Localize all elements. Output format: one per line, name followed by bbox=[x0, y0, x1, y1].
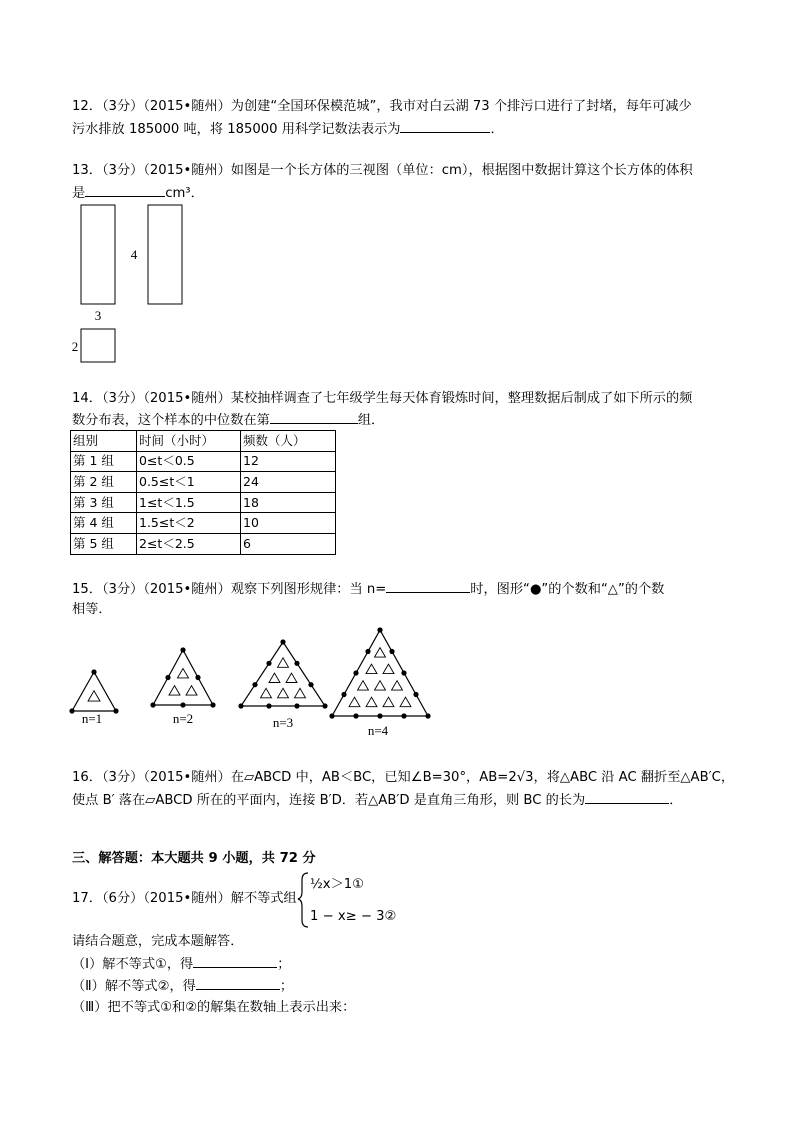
q13-unit: cm³． bbox=[165, 186, 204, 201]
label-n4: n=4 bbox=[367, 723, 389, 738]
q17-intro: 17．（6分）（2015•随州）解不等式组 bbox=[72, 891, 297, 906]
step2-semicolon: ； bbox=[279, 979, 293, 994]
cell-count: 6 bbox=[241, 533, 336, 554]
step1-semicolon: ； bbox=[277, 957, 291, 972]
q12-end: ． bbox=[490, 122, 504, 137]
label-height: 4 bbox=[130, 247, 138, 262]
q16-text: 使点 B′ 落在▱ABCD 所在的平面内，连接 B′D．若△AB′D 是直角三角形，则 BC 的长为 bbox=[72, 793, 586, 808]
label-width: 3 bbox=[94, 308, 102, 323]
q17-step1 bbox=[72, 953, 290, 976]
q16-line1: 16．（3分）（2015•随州）在▱ABCD 中，AB＜BC，已知∠B=30°，AB=2√3，将△ABC 沿 AC 翻折至△AB′C， bbox=[72, 770, 735, 785]
inequality-1: ½x＞1① bbox=[310, 877, 364, 892]
label-n3: n=3 bbox=[272, 715, 294, 730]
q17-step2 bbox=[72, 975, 293, 998]
q12-text: 污水排放 185000 吨，将 185000 用科学记数法表示为 bbox=[72, 122, 401, 137]
cell-count: 10 bbox=[241, 513, 336, 534]
cell-count: 12 bbox=[241, 451, 336, 472]
step1-text: （Ⅰ）解不等式①，得 bbox=[72, 957, 194, 972]
cell-count: 18 bbox=[241, 492, 336, 513]
q15-text-b: 时，图形“●”的个数和“△”的个数 bbox=[470, 582, 665, 597]
label-n2: n=2 bbox=[172, 711, 194, 726]
cell-time: 1≤t＜1.5 bbox=[137, 492, 241, 513]
q17-step3: （Ⅲ）把不等式①和②的解集在数轴上表示出来： bbox=[72, 1000, 356, 1015]
cell-group: 第 5 组 bbox=[71, 533, 137, 554]
step1-answer-blank[interactable] bbox=[193, 953, 277, 968]
q13-line1: 13．（3分）（2015•随州）如图是一个长方体的三视图（单位：cm），根据图中数据计算这个长方体的体积 bbox=[72, 163, 693, 178]
q13-text: 是 bbox=[72, 186, 86, 201]
q14-line1: 14．（3分）（2015•随州）某校抽样调查了七年级学生每天体育锻炼时间，整理数据后制成了如下所示的频 bbox=[72, 391, 693, 406]
cell-time: 0≤t＜0.5 bbox=[137, 451, 241, 472]
cell-group: 第 3 组 bbox=[71, 492, 137, 513]
label-depth: 2 bbox=[71, 339, 79, 354]
cell-time: 1.5≤t＜2 bbox=[137, 513, 241, 534]
cell-group: 第 1 组 bbox=[71, 451, 137, 472]
header-count: 频数（人） bbox=[241, 431, 336, 452]
step2-answer-blank[interactable] bbox=[196, 975, 280, 990]
q12-line1: 12．（3分）（2015•随州）为创建“全国环保模范城”，我市对白云湖 73 个排污口进行了封堵，每年可减少 bbox=[72, 99, 692, 114]
header-time: 时间（小时） bbox=[137, 431, 241, 452]
cell-time: 2≤t＜2.5 bbox=[137, 533, 241, 554]
cell-group: 第 4 组 bbox=[71, 513, 137, 534]
cell-time: 0.5≤t＜1 bbox=[137, 472, 241, 493]
q17-instruction: 请结合题意，完成本题解答． bbox=[72, 934, 244, 949]
q15-line2: 相等． bbox=[72, 602, 112, 617]
inequality-2: 1 − x≥ − 3② bbox=[310, 909, 397, 924]
cell-group: 第 2 组 bbox=[71, 472, 137, 493]
q14-end: 组． bbox=[357, 413, 385, 428]
section-heading: 三、解答题：本大题共 9 小题，共 72 分 bbox=[72, 851, 316, 866]
label-n1: n=1 bbox=[81, 711, 103, 726]
q16-end: ． bbox=[669, 793, 683, 808]
q15-text-a: 15．（3分）（2015•随州）观察下列图形规律：当 n= bbox=[72, 582, 387, 597]
step2-text: （Ⅱ）解不等式②，得 bbox=[72, 979, 196, 994]
header-group: 组别 bbox=[71, 431, 137, 452]
q14-text: 数分布表，这个样本的中位数在第 bbox=[72, 413, 270, 428]
cell-count: 24 bbox=[241, 472, 336, 493]
